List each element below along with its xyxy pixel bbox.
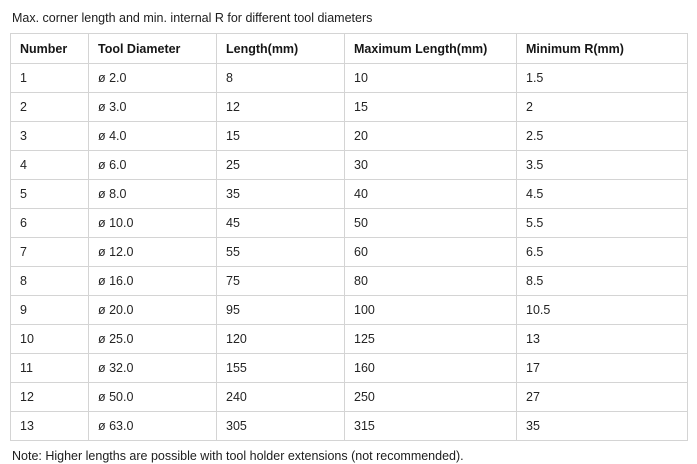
cell-minimum-r: 3.5: [517, 151, 688, 180]
cell-number: 10: [11, 325, 89, 354]
column-header-number: Number: [11, 34, 89, 64]
table-body: [11, 64, 688, 441]
cell-tool-diameter: ø 4.0: [89, 122, 217, 151]
cell-length: 75: [217, 267, 345, 296]
cell-minimum-r: 1.5: [517, 64, 688, 93]
table-row: [11, 412, 688, 441]
cell-length: 15: [217, 122, 345, 151]
cell-minimum-r: 8.5: [517, 267, 688, 296]
cell-length: 305: [217, 412, 345, 441]
cell-maximum-length: 40: [345, 180, 517, 209]
cell-number: 5: [11, 180, 89, 209]
cell-length: 240: [217, 383, 345, 412]
cell-maximum-length: 250: [345, 383, 517, 412]
column-header-minimum-r: Minimum R(mm): [517, 34, 688, 64]
cell-number: 9: [11, 296, 89, 325]
cell-tool-diameter: ø 8.0: [89, 180, 217, 209]
cell-length: 45: [217, 209, 345, 238]
table-row: [11, 122, 688, 151]
table-row: [11, 383, 688, 412]
cell-minimum-r: 13: [517, 325, 688, 354]
table-caption: Max. corner length and min. internal R for different tool diameters: [12, 11, 373, 25]
cell-number: 13: [11, 412, 89, 441]
cell-tool-diameter: ø 10.0: [89, 209, 217, 238]
cell-tool-diameter: ø 3.0: [89, 93, 217, 122]
column-header-length: Length(mm): [217, 34, 345, 64]
cell-number: 6: [11, 209, 89, 238]
cell-minimum-r: 17: [517, 354, 688, 383]
cell-length: 12: [217, 93, 345, 122]
cell-length: 55: [217, 238, 345, 267]
cell-tool-diameter: ø 12.0: [89, 238, 217, 267]
cell-minimum-r: 4.5: [517, 180, 688, 209]
column-header-maximum-length: Maximum Length(mm): [345, 34, 517, 64]
cell-tool-diameter: ø 2.0: [89, 64, 217, 93]
cell-tool-diameter: ø 25.0: [89, 325, 217, 354]
cell-minimum-r: 2: [517, 93, 688, 122]
table-row: [11, 296, 688, 325]
cell-number: 4: [11, 151, 89, 180]
cell-length: 35: [217, 180, 345, 209]
cell-tool-diameter: ø 63.0: [89, 412, 217, 441]
cell-maximum-length: 125: [345, 325, 517, 354]
cell-maximum-length: 10: [345, 64, 517, 93]
cell-maximum-length: 50: [345, 209, 517, 238]
cell-tool-diameter: ø 16.0: [89, 267, 217, 296]
cell-length: 95: [217, 296, 345, 325]
cell-number: 11: [11, 354, 89, 383]
cell-number: 7: [11, 238, 89, 267]
cell-maximum-length: 100: [345, 296, 517, 325]
cell-maximum-length: 160: [345, 354, 517, 383]
cell-number: 1: [11, 64, 89, 93]
cell-minimum-r: 27: [517, 383, 688, 412]
cell-number: 2: [11, 93, 89, 122]
table-row: [11, 325, 688, 354]
cell-maximum-length: 15: [345, 93, 517, 122]
cell-length: 120: [217, 325, 345, 354]
cell-number: 8: [11, 267, 89, 296]
cell-tool-diameter: ø 20.0: [89, 296, 217, 325]
table-header: [11, 34, 688, 64]
table-row: [11, 64, 688, 93]
table-header-row: [11, 34, 688, 64]
cell-number: 3: [11, 122, 89, 151]
table-row: [11, 180, 688, 209]
table-note: Note: Higher lengths are possible with tool holder extensions (not recommended).: [12, 449, 464, 463]
table-row: [11, 238, 688, 267]
cell-tool-diameter: ø 50.0: [89, 383, 217, 412]
column-header-tool-diameter: Tool Diameter: [89, 34, 217, 64]
table-row: [11, 267, 688, 296]
cell-minimum-r: 10.5: [517, 296, 688, 325]
cell-maximum-length: 60: [345, 238, 517, 267]
cell-minimum-r: 2.5: [517, 122, 688, 151]
cell-length: 8: [217, 64, 345, 93]
cell-maximum-length: 30: [345, 151, 517, 180]
cell-maximum-length: 315: [345, 412, 517, 441]
cell-tool-diameter: ø 32.0: [89, 354, 217, 383]
table-row: [11, 151, 688, 180]
cell-tool-diameter: ø 6.0: [89, 151, 217, 180]
table-row: [11, 354, 688, 383]
cell-maximum-length: 80: [345, 267, 517, 296]
table-row: [11, 93, 688, 122]
cell-minimum-r: 35: [517, 412, 688, 441]
cell-minimum-r: 6.5: [517, 238, 688, 267]
tool-diameter-table: [10, 33, 688, 441]
cell-minimum-r: 5.5: [517, 209, 688, 238]
table-row: [11, 209, 688, 238]
cell-length: 25: [217, 151, 345, 180]
cell-maximum-length: 20: [345, 122, 517, 151]
cell-length: 155: [217, 354, 345, 383]
cell-number: 12: [11, 383, 89, 412]
